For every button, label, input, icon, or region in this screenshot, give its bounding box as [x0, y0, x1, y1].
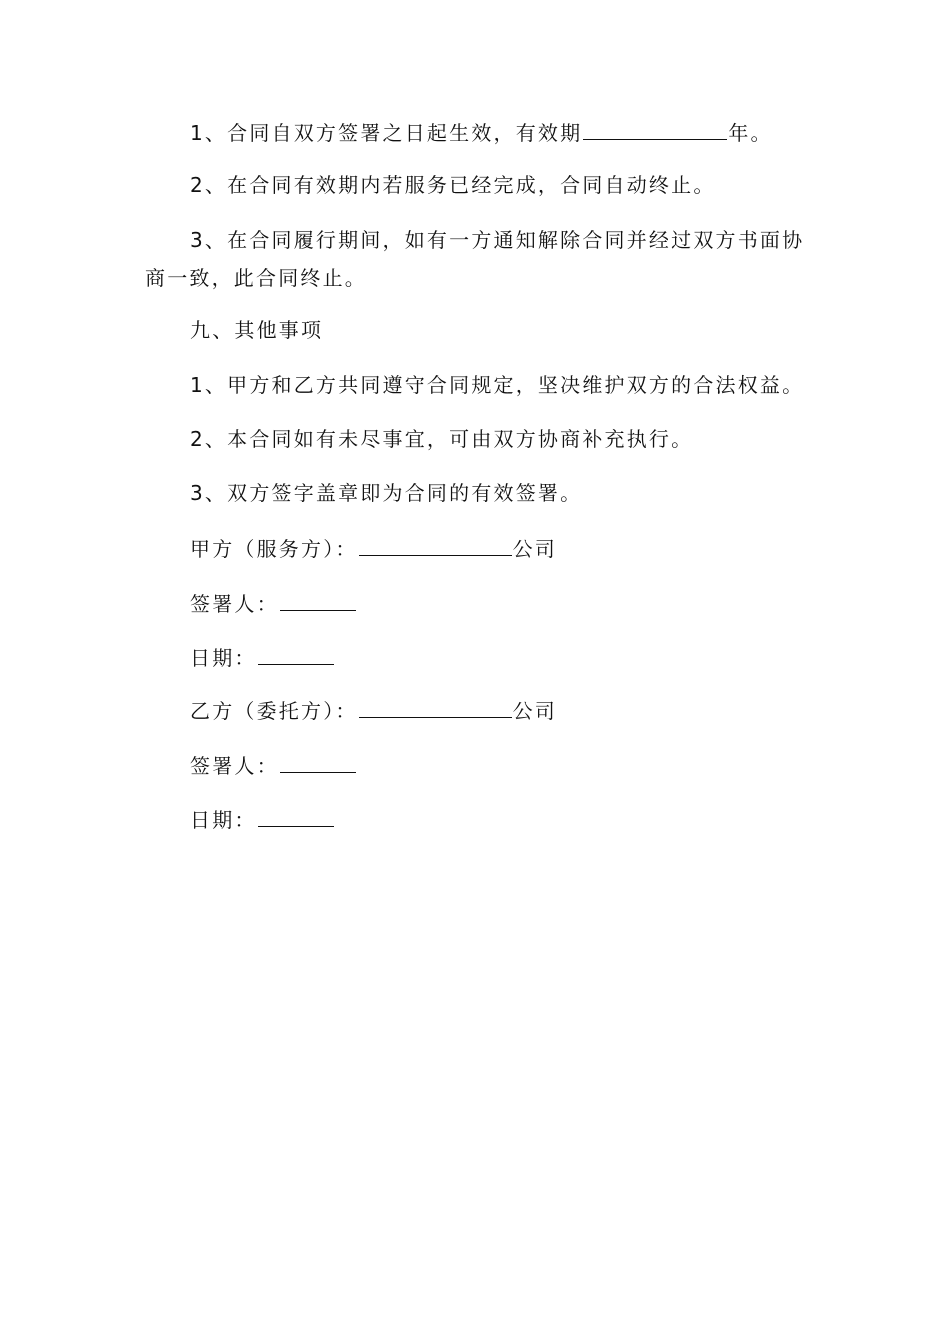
party-b-signer-blank: [280, 754, 356, 773]
term-clause-3-line1: 3、在合同履行期间，如有一方通知解除合同并经过双方书面协: [190, 228, 805, 252]
party-a-signer-line: [145, 592, 805, 614]
party-a-company-suffix: 公司: [512, 537, 558, 561]
party-b-label: 乙方（委托方）：: [190, 699, 358, 723]
party-a-date-blank: [258, 646, 334, 665]
other-clause-2: 2、本合同如有未尽事宜，可由双方协商补充执行。: [190, 427, 694, 451]
other-clause-3: 3、双方签字盖章即为合同的有效签署。: [190, 481, 583, 505]
term-clause-3: [145, 230, 805, 288]
term-clause-1-text: 1、合同自双方签署之日起生效，有效期: [190, 121, 583, 145]
validity-years-blank: [583, 121, 727, 140]
term-clause-2: 2、在合同有效期内若服务已经完成，合同自动终止。: [190, 173, 716, 197]
party-b-date-label: 日期：: [190, 808, 257, 832]
term-clause-3-line2: 商一致，此合同终止。: [145, 266, 367, 290]
party-b-company-blank: [359, 699, 512, 718]
party-a-date-line: [145, 646, 805, 668]
party-a-signer-blank: [280, 592, 356, 611]
party-a-date-label: 日期：: [190, 646, 257, 670]
party-b-signer-line: [145, 754, 805, 776]
term-clause-1-suffix: 年。: [728, 121, 773, 145]
party-b-date-blank: [258, 808, 334, 827]
party-b-date-line: [145, 808, 805, 830]
section-heading-other-matters: 九、其他事项: [190, 318, 324, 342]
party-a-company-line: [145, 537, 805, 559]
party-b-company-suffix: 公司: [512, 699, 558, 723]
party-b-company-line: [145, 699, 805, 721]
party-b-signer-label: 签署人：: [190, 754, 279, 778]
term-clause-1: [145, 121, 805, 143]
other-clause-1: 1、甲方和乙方共同遵守合同规定，坚决维护双方的合法权益。: [190, 373, 805, 397]
party-a-signer-label: 签署人：: [190, 592, 279, 616]
party-a-company-blank: [359, 537, 512, 556]
party-a-label: 甲方（服务方）：: [190, 537, 358, 561]
